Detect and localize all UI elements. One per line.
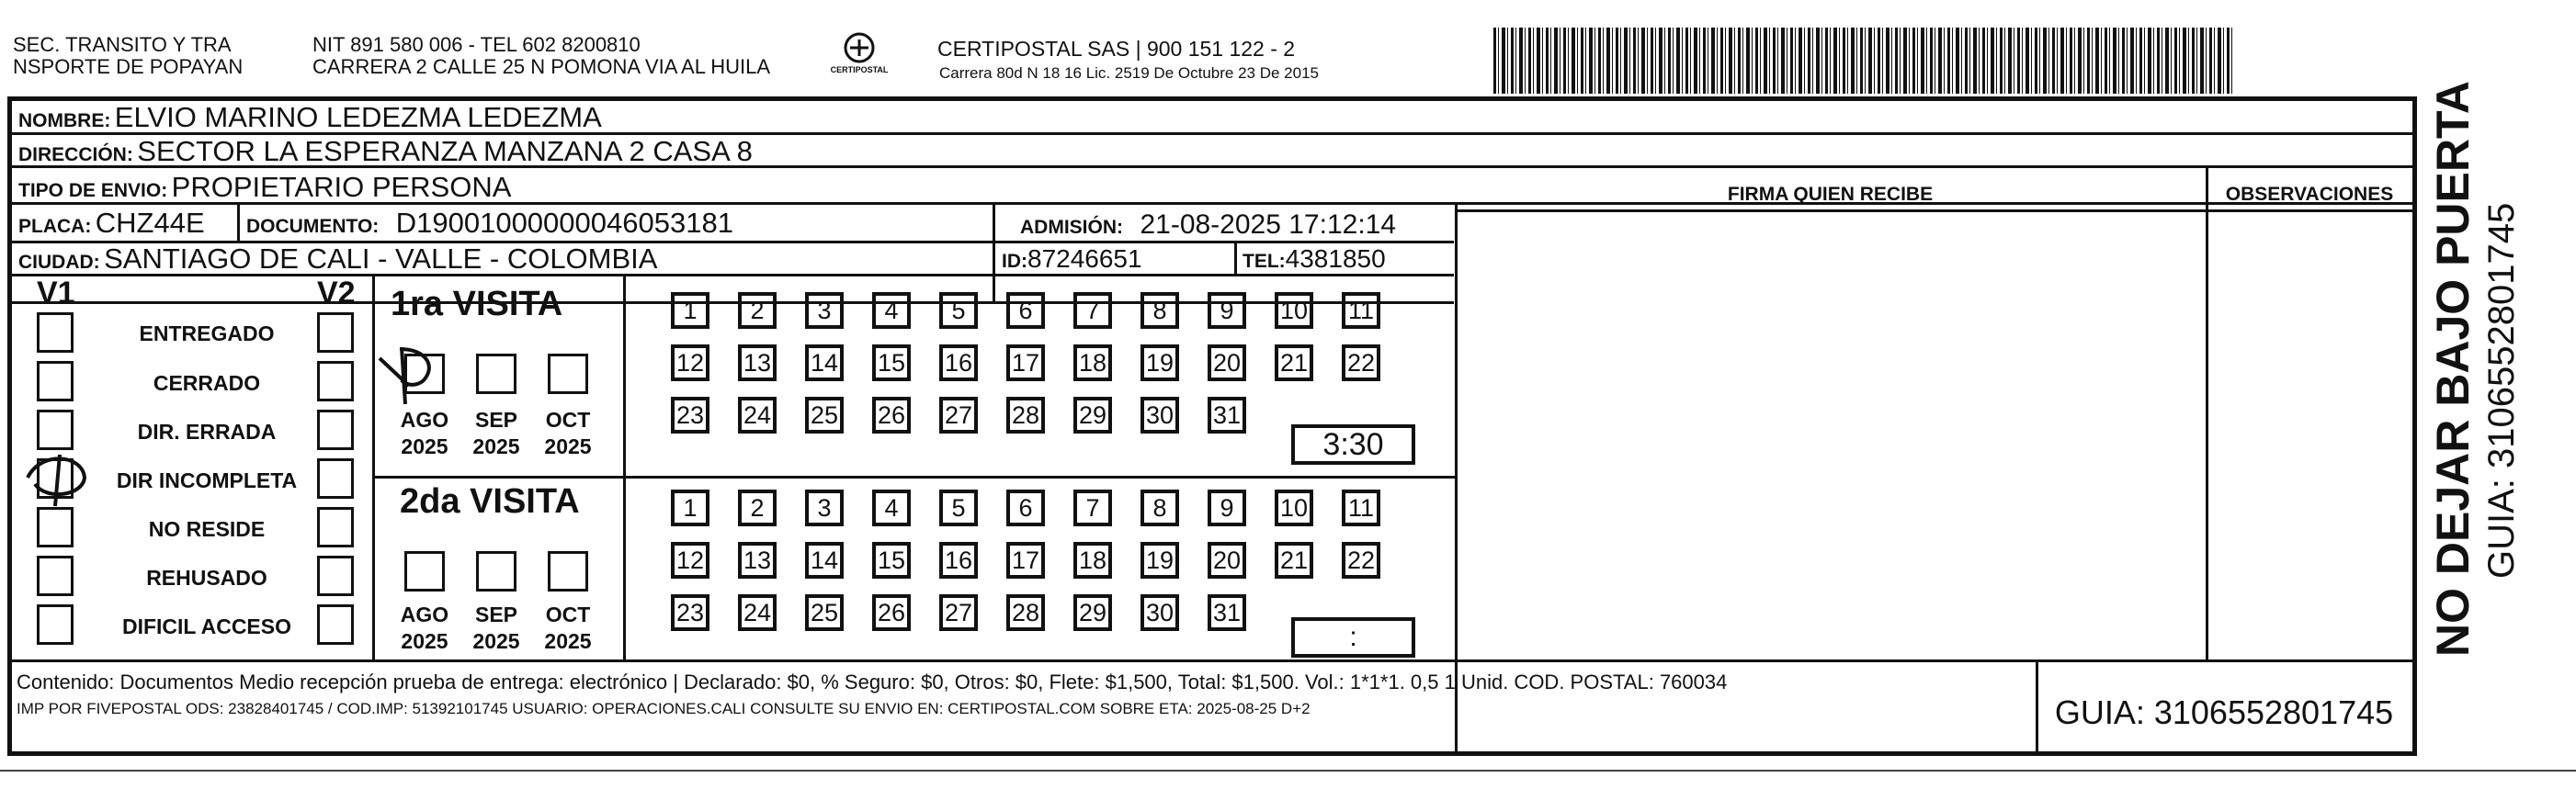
side-guide: GUIA: 3106552801745 [2481,202,2522,579]
second-visit-day-15[interactable]: 15 [872,542,911,579]
city-cell [18,242,657,276]
first-visit-month-ago-box[interactable] [404,354,445,394]
status-cerrado: CERRADO [153,371,261,395]
first-visit-day-10[interactable]: 10 [1275,292,1313,329]
second-visit-day-12[interactable]: 12 [671,542,709,579]
second-visit-month-sep: SEP [474,603,518,626]
first-visit-month-oct-box[interactable] [548,354,588,394]
second-visit-day-31[interactable]: 31 [1208,594,1246,631]
first-visit-day-1[interactable]: 1 [671,292,709,329]
type-value: PROPIETARIO PERSONA [171,171,512,203]
status-dir-incompleta: DIR INCOMPLETA [116,468,298,492]
second-visit-year-oct: 2025 [544,629,592,653]
first-visit-day-22[interactable]: 22 [1342,344,1380,381]
admission-value: 21-08-2025 17:12:14 [1140,209,1397,240]
admission-label: ADMISIÓN: [1020,217,1123,238]
name-label: NOMBRE: [18,110,111,131]
second-visit-day-17[interactable]: 17 [1006,542,1045,579]
plate-label: PLACA: [18,216,92,237]
handwritten-mark-v1 [18,445,101,510]
status-rehusado: REHUSADO [146,566,267,590]
v1-checkbox-cerrado[interactable] [37,361,74,401]
observations-header: OBSERVACIONES [2225,184,2394,205]
name-value: ELVIO MARINO LEDEZMA LEDEZMA [114,101,602,133]
document-label: DOCUMENTO: [246,216,380,237]
second-visit-day-20[interactable]: 20 [1208,542,1246,579]
nit-line: NIT 891 580 006 - TEL 602 8200810 [312,33,641,56]
sender-line-1: SEC. TRANSITO Y TRA [13,33,232,56]
second-visit-day-26[interactable]: 26 [872,594,911,631]
sender-line-2: NSPORTE DE POPAYAN [13,55,244,78]
signature-header: FIRMA QUIEN RECIBE [1727,184,1934,205]
city-label: CIUDAD: [18,252,100,273]
second-visit-day-5[interactable]: 5 [939,490,978,526]
certipostal-logo [823,31,896,86]
first-visit-title: 1ra VISITA [391,285,563,323]
status-dificil-acceso: DIFICIL ACCESO [121,614,291,638]
v2-label: V2 [317,276,356,310]
license-line: Carrera 80d N 18 16 Lic. 2519 De Octubre 23 De 2015 [939,64,1319,82]
v1-checkbox-dir-errada[interactable] [37,410,74,450]
second-visit-month-ago-box[interactable] [404,551,445,592]
first-visit-day-15[interactable]: 15 [872,344,911,381]
do-not-leave-under-door: NO DEJAR BAJO PUERTA [2427,81,2479,657]
second-visit-day-23[interactable]: 23 [671,594,709,631]
first-visit-year-sep: 2025 [472,434,520,458]
second-visit-day-27[interactable]: 27 [939,594,978,631]
second-visit-day-22[interactable]: 22 [1342,542,1380,579]
v2-checkbox-dificil-acceso[interactable] [317,604,354,645]
second-visit-day-2[interactable]: 2 [738,490,777,526]
footer-guide: GUIA: 3106552801745 [2054,693,2394,731]
second-visit-time[interactable]: : [1291,617,1415,658]
status-entregado: ENTREGADO [139,321,275,345]
second-visit-day-4[interactable]: 4 [872,490,911,526]
second-visit-day-25[interactable]: 25 [805,594,844,631]
second-visit-day-1[interactable]: 1 [671,490,709,526]
address-row [18,135,753,168]
first-visit-day-31[interactable]: 31 [1208,397,1246,434]
second-visit-day-10[interactable]: 10 [1275,490,1313,526]
first-visit-day-4[interactable]: 4 [872,292,911,329]
id-label: ID: [1002,251,1027,272]
first-visit-time[interactable]: 3:30 [1291,424,1415,465]
v1-checkbox-dificil-acceso[interactable] [37,604,74,645]
id-value: 87246651 [1027,244,1142,273]
second-visit-month-ago: AGO [400,603,449,626]
first-visit-day-6[interactable]: 6 [1006,292,1045,329]
tel-label: TEL: [1243,251,1286,272]
v2-checkbox-dir-errada[interactable] [317,410,354,450]
second-visit-month-sep-box[interactable] [476,551,516,592]
first-visit-day-25[interactable]: 25 [805,397,844,434]
second-visit-day-21[interactable]: 21 [1275,542,1313,579]
address-label: DIRECCIÓN: [18,144,133,165]
first-visit-month-sep-box[interactable] [476,354,516,394]
first-visit-month-sep: SEP [474,408,518,432]
second-visit-day-16[interactable]: 16 [939,542,978,579]
second-visit-day-29[interactable]: 29 [1073,594,1112,631]
first-visit-day-12[interactable]: 12 [671,344,709,381]
first-visit-day-29[interactable]: 29 [1073,397,1112,434]
first-visit-day-23[interactable]: 23 [671,397,709,434]
first-visit-day-2[interactable]: 2 [738,292,777,329]
barcode [1493,28,2233,94]
address-value: SECTOR LA ESPERANZA MANZANA 2 CASA 8 [137,135,753,167]
id-cell [1002,244,1142,274]
v1-checkbox-no-reside[interactable] [37,507,74,547]
type-label: TIPO DE ENVIO: [18,180,168,201]
second-visit-day-30[interactable]: 30 [1140,594,1179,631]
first-visit-day-5[interactable]: 5 [939,292,978,329]
first-visit-day-14[interactable]: 14 [805,344,844,381]
v2-checkbox-cerrado[interactable] [317,361,354,401]
city-value: SANTIAGO DE CALI - VALLE - COLOMBIA [104,242,658,275]
company-line: CERTIPOSTAL SAS | 900 151 122 - 2 [937,37,1296,61]
first-visit-day-17[interactable]: 17 [1006,344,1045,381]
first-visit-day-7[interactable]: 7 [1073,292,1112,329]
second-visit-day-19[interactable]: 19 [1140,542,1179,579]
first-visit-day-27[interactable]: 27 [939,397,978,434]
v2-checkbox-no-reside[interactable] [317,507,354,547]
second-visit-day-13[interactable]: 13 [738,542,777,579]
plate-value: CHZ44E [95,207,205,239]
v2-checkbox-rehusado[interactable] [317,556,354,596]
document-cell [246,207,733,240]
status-no-reside: NO RESIDE [148,517,266,541]
first-visit-year-oct: 2025 [544,434,592,458]
second-visit-day-28[interactable]: 28 [1006,594,1045,631]
second-visit-day-24[interactable]: 24 [738,594,777,631]
first-visit-day-26[interactable]: 26 [872,397,911,434]
first-visit-month-oct: OCT [545,408,591,432]
second-visit-day-11[interactable]: 11 [1342,490,1380,526]
second-visit-year-ago: 2025 [401,629,448,653]
second-visit-day-6[interactable]: 6 [1006,490,1045,526]
tel-cell [1243,244,1386,274]
second-visit-year-sep: 2025 [472,629,520,653]
second-visit-day-3[interactable]: 3 [805,490,844,526]
first-visit-month-ago: AGO [400,408,449,432]
second-visit-month-oct: OCT [545,603,591,626]
status-dir-errada: DIR. ERRADA [137,420,277,444]
type-row [18,171,511,204]
first-visit-day-30[interactable]: 30 [1140,397,1179,434]
second-visit-month-oct-box[interactable] [548,551,588,592]
second-visit-day-9[interactable]: 9 [1208,490,1246,526]
print-info-line: IMP POR FIVEPOSTAL ODS: 23828401745 / COD.IMP: 51392101745 USUARIO: OPERACIONES.CALI CONSULTE SU ENVIO EN: CERTIPOSTAL.COM SOBRE ETA: 2025-08-25 D+2 [17,700,1311,717]
first-visit-day-3[interactable]: 3 [805,292,844,329]
v1-label: V1 [37,276,75,310]
admission-cell [1020,209,1396,241]
tel-value: 4381850 [1285,244,1386,273]
first-visit-day-9[interactable]: 9 [1208,292,1246,329]
first-visit-day-18[interactable]: 18 [1073,344,1112,381]
first-visit-day-13[interactable]: 13 [738,344,777,381]
first-visit-day-20[interactable]: 20 [1208,344,1246,381]
logo-icon [839,31,879,64]
first-visit-year-ago: 2025 [401,434,448,458]
second-visit-day-7[interactable]: 7 [1073,490,1112,526]
first-visit-day-21[interactable]: 21 [1275,344,1313,381]
second-visit-day-8[interactable]: 8 [1140,490,1179,526]
first-visit-day-16[interactable]: 16 [939,344,978,381]
v2-checkbox-entregado[interactable] [317,312,354,353]
name-row [18,101,602,134]
plate-cell [18,207,205,240]
v1-checkbox-entregado[interactable] [37,312,74,353]
v2-checkbox-dir-incompleta[interactable] [317,458,354,499]
address-line: CARRERA 2 CALLE 25 N POMONA VIA AL HUILA [312,55,771,78]
contents-line: Contenido: Documentos Medio recepción prueba de entrega: electrónico | Declarado: $0, % Seguro: $0, Otros: $0, Flete: $1,500, Total: $1,500. Vol.: 1*1*1. 0,5 1 Unid. COD. POSTAL: 760034 [17,671,1728,693]
document-value: D19001000000046053181 [395,207,733,239]
first-visit-day-8[interactable]: 8 [1140,292,1179,329]
second-visit-day-14[interactable]: 14 [805,542,844,579]
second-visit-day-18[interactable]: 18 [1073,542,1112,579]
first-visit-day-11[interactable]: 11 [1342,292,1380,329]
first-visit-day-28[interactable]: 28 [1006,397,1045,434]
first-visit-day-19[interactable]: 19 [1140,344,1179,381]
v1-checkbox-rehusado[interactable] [37,556,74,596]
second-visit-title: 2da VISITA [400,482,580,521]
logo-text: CERTIPOSTAL [830,65,889,74]
first-visit-day-24[interactable]: 24 [738,397,777,434]
